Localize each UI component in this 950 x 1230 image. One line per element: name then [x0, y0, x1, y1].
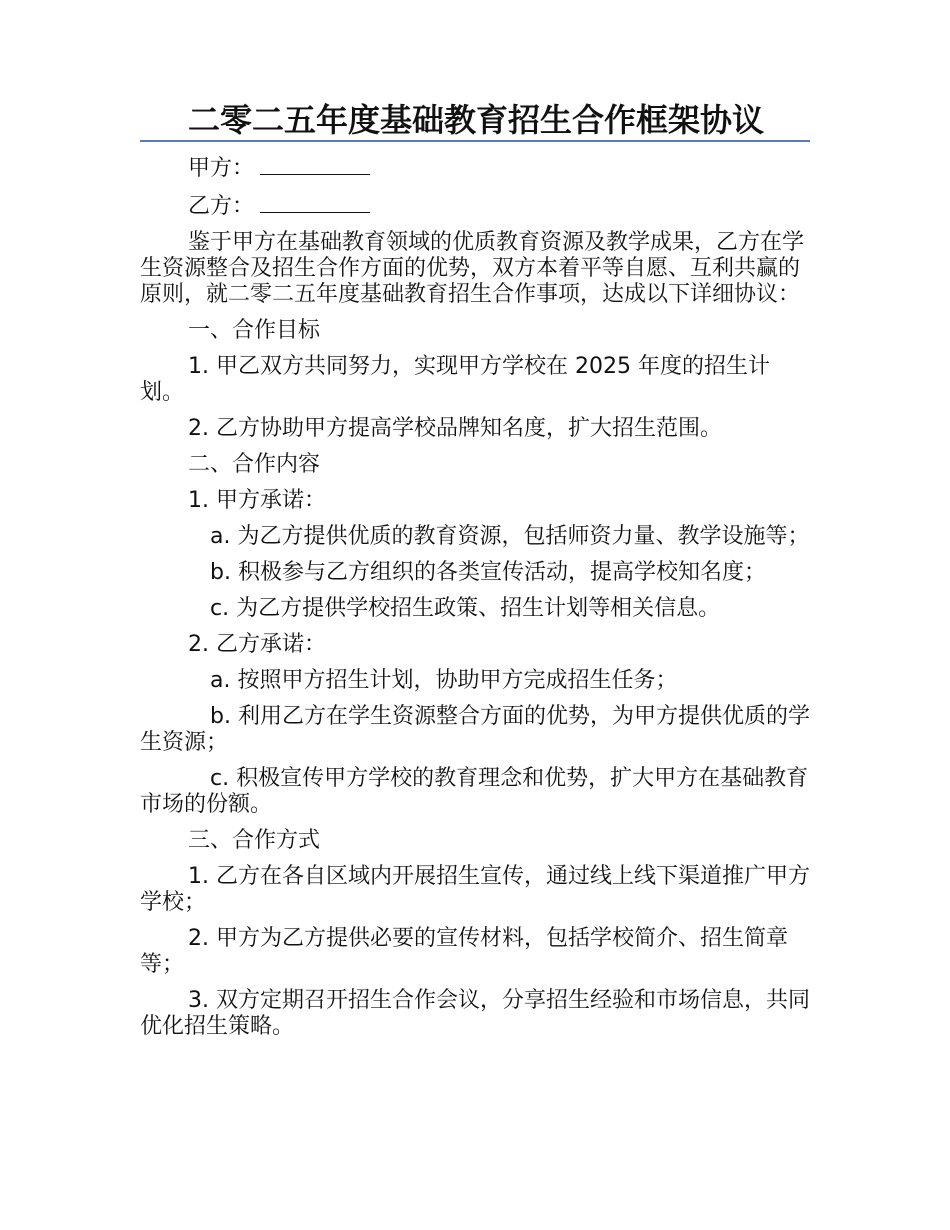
document-page: [140, 100, 810, 1050]
party-b-line: [140, 192, 810, 220]
party-a-label: 甲方：: [188, 156, 255, 181]
list-item: 1. 乙方在各自区域内开展招生宣传，通过线上线下渠道推广甲方学校；: [140, 864, 810, 915]
preamble: 鉴于甲方在基础教育领域的优质教育资源及教学成果，乙方在学生资源整合及招生合作方面的优势，双方本着平等自愿、互利共赢的原则，就二零二五年度基础教育招生合作事项，达成以下详细协议：: [140, 230, 805, 307]
list-item: c. 积极宣传甲方学校的教育理念和优势，扩大甲方在基础教育市场的份额。: [140, 766, 809, 817]
party-b-label: 乙方：: [188, 194, 255, 219]
document-title: 二零二五年度基础教育招生合作框架协议: [188, 101, 765, 139]
list-item: 1. 甲乙双方共同努力，实现甲方学校在 2025 年度的招生计划。: [140, 354, 770, 405]
list-item: a. 为乙方提供优质的教育资源，包括师资力量、教学设施等；: [210, 524, 810, 549]
list-item: b. 利用乙方在学生资源整合方面的优势，为甲方提供优质的学生资源；: [140, 704, 810, 755]
list-item: b. 积极参与乙方组织的各类宣传活动，提高学校知名度；: [210, 560, 766, 585]
party-a-blank: [260, 154, 370, 175]
list-item: 2. 甲方为乙方提供必要的宣传材料，包括学校简介、招生简章等；: [140, 926, 788, 977]
section-heading: 二、合作内容: [188, 452, 321, 477]
list-item: a. 按照甲方招生计划，协助甲方完成招生任务；: [210, 668, 678, 693]
party-b-blank: [260, 192, 370, 213]
list-item: c. 为乙方提供学校招生政策、招生计划等相关信息。: [210, 596, 721, 621]
section-heading: 三、合作方式: [188, 828, 321, 853]
title-underline: [140, 140, 810, 142]
party-a-commit-heading: 1. 甲方承诺：: [188, 488, 326, 513]
list-item: 2. 乙方协助甲方提高学校品牌知名度，扩大招生范围。: [188, 416, 722, 441]
section-heading: 一、合作目标: [188, 318, 321, 343]
party-b-commit-heading: 2. 乙方承诺：: [188, 632, 326, 657]
list-item: 3. 双方定期召开招生合作会议，分享招生经验和市场信息，共同优化招生策略。: [140, 988, 810, 1039]
party-a-line: [140, 154, 810, 182]
